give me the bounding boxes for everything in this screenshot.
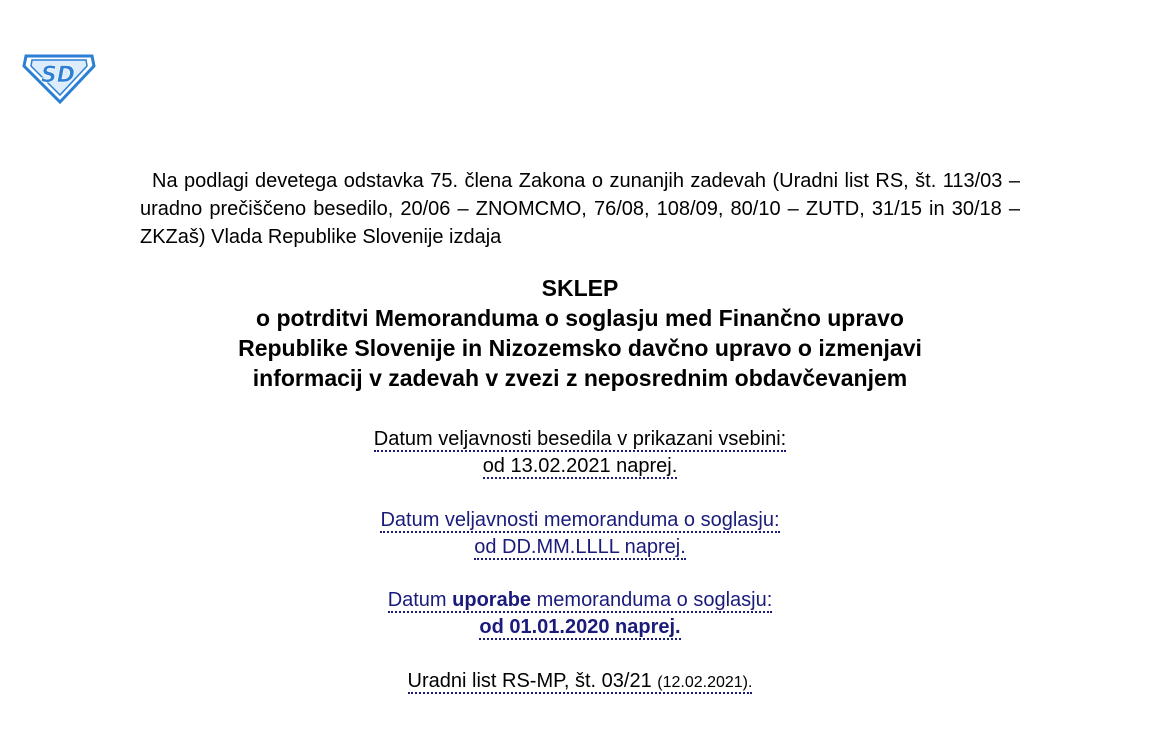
validity-memo-block — [140, 507, 1020, 561]
gazette-date: (12.02.2021). — [657, 674, 753, 691]
sd-logo — [22, 50, 96, 104]
usage-memo-value[interactable]: od 01.01.2020 naprej. — [479, 616, 681, 638]
usage-memo-block — [140, 587, 1020, 641]
title-line-2: o potrditvi Memoranduma o soglasju med Finančno upravo — [256, 305, 904, 331]
validity-text-block — [140, 426, 1020, 480]
gazette-reference[interactable] — [408, 670, 753, 694]
document-title — [140, 273, 1020, 393]
gazette-text: Uradni list RS-MP, št. 03/21 — [407, 670, 658, 692]
usage-label-post: memoranduma o soglasju: — [531, 589, 773, 611]
title-line-3: Republike Slovenije in Nizozemsko davčno upravo o izmenjavi — [238, 335, 922, 361]
validity-text-label[interactable]: Datum veljavnosti besedila v prikazani vsebini: — [373, 428, 787, 450]
gazette-block — [140, 668, 1020, 696]
usage-label-bold: uporabe — [452, 589, 532, 611]
validity-memo-value[interactable]: od DD.MM.LLLL naprej. — [474, 536, 686, 558]
validity-memo-label[interactable]: Datum veljavnosti memoranduma o soglasju: — [380, 509, 780, 531]
usage-label-pre: Datum — [387, 589, 453, 611]
intro-paragraph: Na podlagi devetega odstavka 75. člena Zakona o zunanjih zadevah (Uradni list RS, št. 113/03 – uradno prečiščeno besedilo, 20/06 – ZNOMCMO, 76/08, 108/09, 80/10 – ZUTD, 31/15 in 30/18 – ZKZaš) Vlada Republike Slovenije izdaja — [140, 170, 1020, 248]
usage-memo-label[interactable] — [388, 589, 773, 613]
validity-text-value[interactable]: od 13.02.2021 naprej. — [482, 455, 678, 477]
logo-text: SD — [40, 63, 76, 88]
sd-diamond-logo-icon — [22, 50, 96, 104]
title-line-4: informacij v zadevah v zvezi z neposrednim obdavčevanjem — [252, 365, 908, 391]
title-line-1: SKLEP — [541, 275, 619, 301]
